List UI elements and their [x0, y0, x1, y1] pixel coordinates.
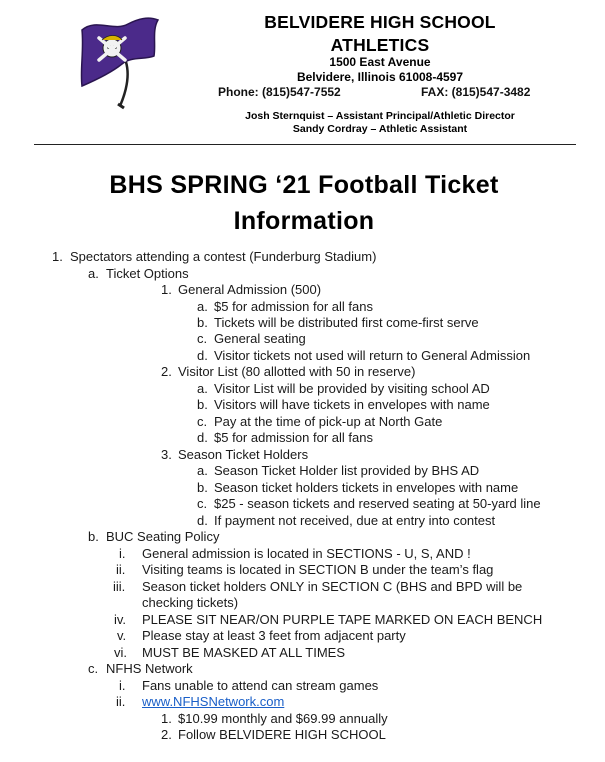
list-item: Season ticket holders tickets in envelopes with name: [214, 480, 519, 495]
city-state-zip: Belvidere, Illinois 61008-4597: [296, 70, 464, 84]
outline-season-ticket-holders: Season Ticket Holders: [178, 447, 309, 462]
pirate-flag-logo: [66, 10, 166, 110]
list-item: Follow BELVIDERE HIGH SCHOOL: [178, 727, 386, 742]
list-item: Season Ticket Holder list provided by BHS AD: [214, 463, 480, 478]
list-item: Visitors will have tickets in envelopes with name: [214, 397, 490, 412]
athletic-director: Josh Sternquist – Assistant Principal/Athletic Director: [245, 110, 515, 122]
list-marker: b.: [197, 480, 208, 495]
outline-general-admission: General Admission (500): [178, 282, 322, 297]
list-marker: c.: [88, 661, 99, 676]
list-marker: v.: [117, 628, 127, 643]
outline-ticket-options: Ticket Options: [106, 266, 189, 281]
list-marker: a.: [197, 463, 208, 478]
list-marker: i.: [119, 678, 126, 693]
list-item-continuation: checking tickets): [142, 595, 239, 610]
list-marker: ii.: [116, 562, 126, 577]
list-marker: ii.: [116, 694, 126, 709]
list-item: $10.99 monthly and $69.99 annually: [178, 711, 388, 726]
list-marker: b.: [197, 315, 208, 330]
list-marker: d.: [197, 430, 208, 445]
list-marker: 1.: [161, 282, 172, 297]
list-marker: a.: [197, 299, 208, 314]
list-marker: d.: [197, 348, 208, 363]
list-item: $5 for admission for all fans: [214, 430, 373, 445]
header-divider: [34, 144, 576, 145]
outline-nfhs-network: NFHS Network: [106, 661, 193, 676]
list-marker: c.: [197, 496, 208, 511]
list-item: Visitor List will be provided by visiting school AD: [214, 381, 490, 396]
list-marker: 1.: [161, 711, 172, 726]
list-marker: c.: [197, 414, 208, 429]
list-marker: iv.: [114, 612, 127, 627]
list-item: Tickets will be distributed first come-first serve: [214, 315, 479, 330]
list-item: General seating: [214, 331, 306, 346]
list-item: Please stay at least 3 feet from adjacent party: [142, 628, 406, 643]
list-item: Season ticket holders ONLY in SECTION C (BHS and BPD will be: [142, 579, 523, 594]
page-title-line2: Information: [233, 207, 375, 235]
list-marker: b.: [197, 397, 208, 412]
list-item: $25 - season tickets and reserved seating at 50-yard line: [214, 496, 541, 511]
list-item: Fans unable to attend can stream games: [142, 678, 379, 693]
school-name-line2: ATHLETICS: [330, 35, 430, 55]
outline-item-1: Spectators attending a contest (Funderburg Stadium): [70, 249, 377, 264]
list-marker: a.: [197, 381, 208, 396]
list-item: MUST BE MASKED AT ALL TIMES: [142, 645, 346, 660]
list-marker: c.: [197, 331, 208, 346]
list-marker: b.: [88, 529, 99, 544]
nfhs-network-link[interactable]: www.NFHSNetwork.com: [142, 694, 285, 709]
list-marker: vi.: [114, 645, 127, 660]
street-address: 1500 East Avenue: [329, 55, 431, 69]
list-item: Pay at the time of pick-up at North Gate: [214, 414, 443, 429]
phone-number: Phone: (815)547-7552: [218, 85, 341, 99]
list-marker: a.: [88, 266, 99, 281]
list-marker: 2.: [161, 727, 172, 742]
list-marker: 2.: [161, 364, 172, 379]
list-item: $5 for admission for all fans: [214, 299, 373, 314]
list-marker: iii.: [113, 579, 126, 594]
list-item: Visitor tickets not used will return to General Admission: [214, 348, 531, 363]
page-title-line1: BHS SPRING ‘21 Football Ticket: [109, 171, 499, 199]
outline-visitor-list: Visitor List (80 allotted with 50 in reserve): [178, 364, 416, 379]
list-marker: d.: [197, 513, 208, 528]
list-marker: 1.: [52, 249, 63, 264]
list-item: General admission is located in SECTIONS - U, S, AND !: [142, 546, 471, 561]
outline-buc-seating-policy: BUC Seating Policy: [106, 529, 220, 544]
list-item: PLEASE SIT NEAR/ON PURPLE TAPE MARKED ON EACH BENCH: [142, 612, 543, 627]
athletic-assistant: Sandy Cordray – Athletic Assistant: [292, 123, 468, 135]
list-item: If payment not received, due at entry into contest: [214, 513, 496, 528]
contact-numbers: [218, 85, 548, 99]
list-marker: i.: [119, 546, 126, 561]
fax-number: FAX: (815)547-3482: [421, 85, 531, 99]
list-item: Visiting teams is located in SECTION B under the team’s flag: [142, 562, 494, 577]
school-name-line1: BELVIDERE HIGH SCHOOL: [264, 12, 496, 32]
list-marker: 3.: [161, 447, 172, 462]
